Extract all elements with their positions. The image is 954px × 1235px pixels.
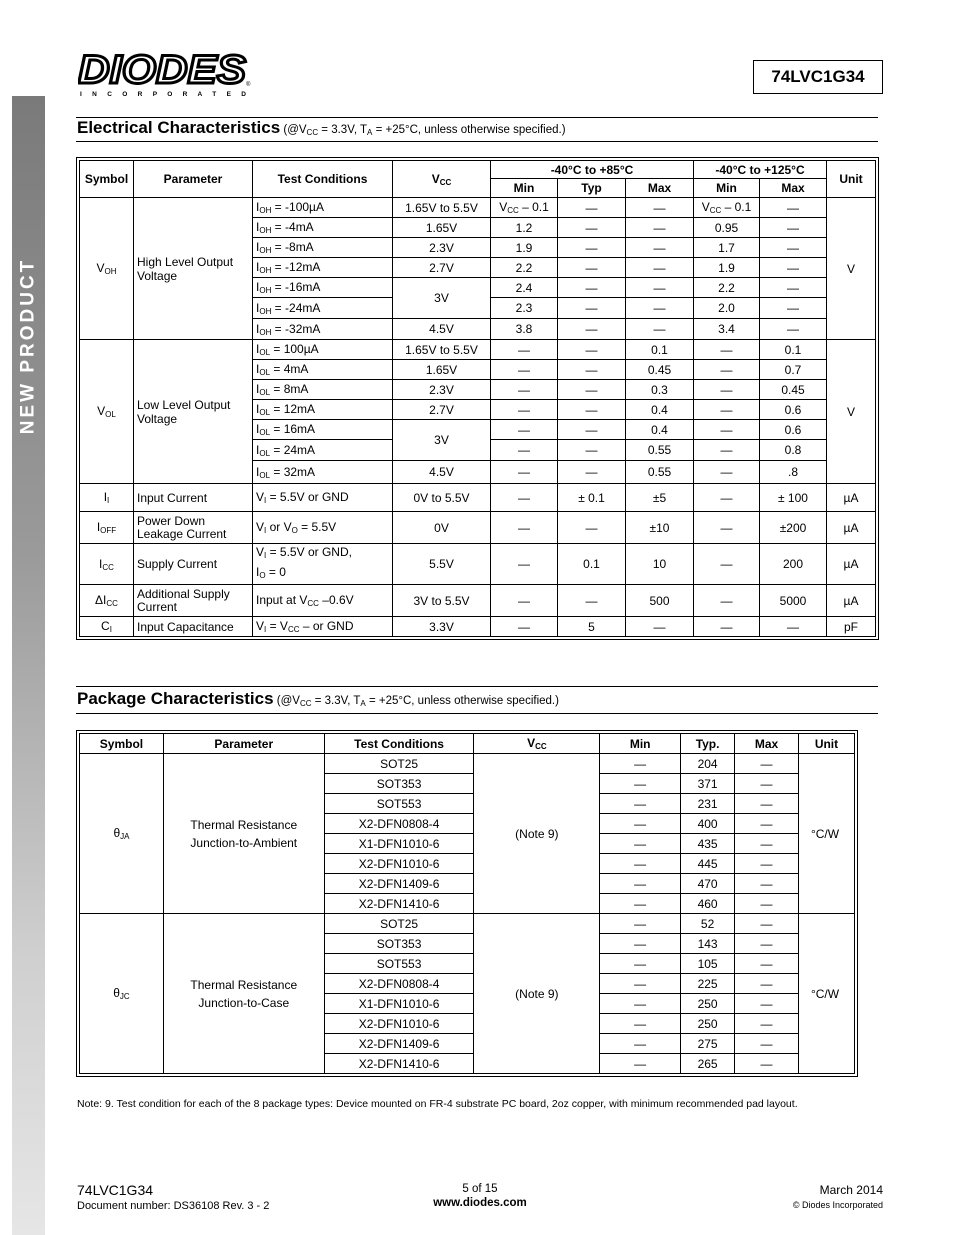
vcc-cell: 3V [393,420,491,461]
col-max2: Max [760,179,827,198]
max-cell: — [626,218,694,238]
typ-cell: ± 0.1 [558,484,626,512]
typ-cell: — [558,360,626,380]
footer-right [793,1183,883,1210]
min-cell: $V_{CC} - 0.1$ [491,198,558,218]
footnote: Note: 9. Test condition for each of the 8 package types: Device mounted on FR-4 substrate PC board, 2oz copper, with minimum recommended pad layout. [77,1098,798,1110]
max2-cell: — [760,238,827,258]
symbol-cell: $I_{CC}$ [80,544,134,585]
typ-cell: 445 [681,854,735,874]
condition-cell: $I_{OL} = 24mA$ [253,440,393,461]
condition-cell: $V_I = V_{CC}$ – or GND [253,617,393,637]
min2-cell: — [694,544,760,585]
typ-cell: — [558,198,626,218]
sidebar-label: NEW PRODUCT [17,257,39,435]
min-cell: — [600,754,681,774]
vcc-cell: 5.5V [393,544,491,585]
typ-cell: 400 [681,814,735,834]
symbol-cell: $\theta_{JC}$ [80,914,164,1074]
electrical-characteristics-table [79,160,876,637]
typ-cell: — [558,585,626,617]
condition-cell: $I_{OH} = -24mA$ [253,298,393,319]
typ-cell: 143 [681,934,735,954]
max-cell: 0.3 [626,380,694,400]
max-cell: ±5 [626,484,694,512]
condition-cell: $V_I = 5.5V$ or GND [253,484,393,512]
col-typ: Typ [558,179,626,198]
condition-cell: $I_{OL} = 12mA$ [253,400,393,420]
min2-cell: 1.7 [694,238,760,258]
package-cell: X2-DFN1410-6 [324,894,474,914]
package-cell: SOT25 [324,914,474,934]
diodes-logo [78,50,253,100]
max2-cell: — [760,258,827,278]
min2-cell: — [694,512,760,544]
min-cell: — [491,440,558,461]
table-row [80,585,876,617]
package-cell: X2-DFN0808-4 [324,974,474,994]
vcc-cell: 1.65V to 5.5V [393,340,491,360]
typ-cell: 52 [681,914,735,934]
min-cell: — [600,954,681,974]
max2-cell: 0.7 [760,360,827,380]
package-cell: SOT553 [324,794,474,814]
col-unit: Unit [827,161,876,198]
package-cell: X2-DFN0808-4 [324,814,474,834]
unit-cell: µA [827,544,876,585]
typ-cell: 460 [681,894,735,914]
min2-cell: 0.95 [694,218,760,238]
min-cell: — [491,461,558,484]
package-cell: X2-DFN1410-6 [324,1054,474,1074]
svg-text:DIODES: DIODES [78,50,247,92]
table-row [80,617,876,637]
symbol-cell: $V_{OL}$ [80,340,134,484]
unit-cell: µA [827,585,876,617]
vcc-cell: 1.65V [393,218,491,238]
col-test-conditions: Test Conditions [324,734,474,754]
max-cell: 0.4 [626,400,694,420]
table-row [80,544,876,585]
min-cell: — [600,834,681,854]
min-cell: — [600,1014,681,1034]
max-cell: — [735,1014,799,1034]
svg-text:®: ® [246,82,251,88]
condition-cell: $V_I$ or $V_O = 5.5V$ [253,512,393,544]
min2-cell: 3.4 [694,319,760,340]
unit-cell: pF [827,617,876,637]
typ-cell: — [558,319,626,340]
max2-cell: 0.1 [760,340,827,360]
typ-cell: 231 [681,794,735,814]
table-row [80,198,876,218]
vol-rows [80,340,876,484]
max2-cell: 5000 [760,585,827,617]
unit-cell: µA [827,484,876,512]
max-cell: — [735,1054,799,1074]
col-min2: Min [694,179,760,198]
typ-cell: — [558,238,626,258]
typ-cell: — [558,440,626,461]
min-cell: 2.4 [491,278,558,298]
max2-cell: ± 100 [760,484,827,512]
min-cell: — [491,420,558,440]
parameter-cell: Power Down Leakage Current [134,512,253,544]
footer-part-number: 74LVC1G34 [77,1182,154,1198]
max-cell: — [626,617,694,637]
min2-cell: — [694,585,760,617]
min-cell: — [491,585,558,617]
typ-cell: 265 [681,1054,735,1074]
min2-cell: — [694,617,760,637]
parameter-cell: Thermal Resistance Junction-to-Ambient [163,754,324,914]
col-unit: Unit [798,734,854,754]
max2-cell: — [760,198,827,218]
col-range-125: -40°C to +125°C [694,161,827,179]
sidebar-band [12,96,45,1235]
vcc-cell: 1.65V [393,360,491,380]
vcc-cell: 0V to 5.5V [393,484,491,512]
min-cell: — [491,512,558,544]
min2-cell: — [694,440,760,461]
max-cell: — [626,298,694,319]
condition-cell: $I_{OL} = 4mA$ [253,360,393,380]
min-cell: — [600,894,681,914]
max-cell: ±10 [626,512,694,544]
min2-cell: — [694,400,760,420]
min-cell: — [491,380,558,400]
condition-cell: $I_{OH} = -4mA$ [253,218,393,238]
section-title: Package Characteristics [77,689,274,708]
max2-cell: — [760,298,827,319]
col-test-conditions: Test Conditions [253,161,393,198]
section-title: Electrical Characteristics [77,118,281,137]
typ-cell: 105 [681,954,735,974]
symbol-cell: $V_{OH}$ [80,198,134,340]
max-cell: — [735,774,799,794]
package-cell: SOT25 [324,754,474,774]
max-cell: 0.55 [626,440,694,461]
col-vcc: $V_{CC}$ [474,734,600,754]
col-max: Max [735,734,799,754]
typ-cell: — [558,512,626,544]
parameter-cell: High Level Output Voltage [134,198,253,340]
max-cell: — [735,754,799,774]
max-cell: — [735,934,799,954]
col-vcc: $V_{CC}$ [393,161,491,198]
max-cell: 0.1 [626,340,694,360]
condition-cell: $I_{OH} = -12mA$ [253,258,393,278]
typ-cell: — [558,278,626,298]
symbol-cell: $\theta_{JA}$ [80,754,164,914]
vcc-cell: 2.7V [393,400,491,420]
min-cell: — [600,914,681,934]
max-cell: — [735,834,799,854]
vcc-cell: 3V [393,278,491,319]
max-cell: 10 [626,544,694,585]
min-cell: — [600,1034,681,1054]
condition-cell: $I_{OH} = -32mA$ [253,319,393,340]
symbol-cell: $I_{OFF}$ [80,512,134,544]
col-parameter: Parameter [163,734,324,754]
max-cell: — [626,278,694,298]
unit-cell: °C/W [798,754,854,914]
max-cell: — [626,258,694,278]
unit-cell: °C/W [798,914,854,1074]
typ-cell: — [558,400,626,420]
condition-cell: $I_{OL} = 8mA$ [253,380,393,400]
min-cell: — [600,874,681,894]
svg-text:I N C O R P O R A T E D: I N C O R P O R A T E D [80,91,246,98]
package-characteristics-heading [76,686,878,714]
max2-cell: 200 [760,544,827,585]
typ-cell: — [558,340,626,360]
max-cell: — [626,238,694,258]
voh-rows [80,198,876,340]
typ-cell: 435 [681,834,735,854]
col-min: Min [600,734,681,754]
typ-cell: 0.1 [558,544,626,585]
typ-cell: 250 [681,994,735,1014]
max-cell: — [626,319,694,340]
max2-cell: — [760,319,827,340]
max2-cell: 0.8 [760,440,827,461]
footer-date: March 2014 [819,1183,883,1197]
typ-cell: — [558,298,626,319]
min-cell: 2.3 [491,298,558,319]
vcc-cell: 2.3V [393,380,491,400]
col-typ: Typ. [681,734,735,754]
min-cell: — [600,794,681,814]
footer-copyright: © Diodes Incorporated [792,1200,883,1210]
min-cell: 1.9 [491,238,558,258]
vcc-cell: 4.5V [393,461,491,484]
max-cell: 500 [626,585,694,617]
typ-cell: — [558,258,626,278]
typ-cell: 275 [681,1034,735,1054]
min2-cell: — [694,484,760,512]
max2-cell: 0.6 [760,400,827,420]
min-cell: 2.2 [491,258,558,278]
min-cell: — [600,974,681,994]
package-cell: X1-DFN1010-6 [324,834,474,854]
min-cell: — [491,544,558,585]
typ-cell: — [558,380,626,400]
typ-cell: 470 [681,874,735,894]
col-symbol: Symbol [80,734,164,754]
typ-cell: 5 [558,617,626,637]
max-cell: — [735,874,799,894]
max2-cell: 0.45 [760,380,827,400]
condition-cell: $I_{OL} = 16mA$ [253,420,393,440]
min-cell: — [600,994,681,1014]
symbol-cell: $I_I$ [80,484,134,512]
package-cell: X2-DFN1409-6 [324,1034,474,1054]
min-cell: — [491,360,558,380]
col-symbol: Symbol [80,161,134,198]
unit-cell: µA [827,512,876,544]
typ-cell: — [558,218,626,238]
min-cell: — [491,484,558,512]
typ-cell: — [558,420,626,440]
max2-cell: — [760,617,827,637]
vcc-cell: 1.65V to 5.5V [393,198,491,218]
max-cell: — [735,814,799,834]
table-row [80,484,876,512]
min-cell: — [600,854,681,874]
col-range-85: -40°C to +85°C [491,161,694,179]
table-row [80,914,855,934]
min2-cell: — [694,380,760,400]
symbol-cell: $C_I$ [80,617,134,637]
website-link[interactable]: www.diodes.com [433,1197,527,1209]
parameter-cell: Thermal Resistance Junction-to-Case [163,914,324,1074]
typ-cell: 225 [681,974,735,994]
table-row [80,512,876,544]
condition-cell: Input at $V_{CC}$ –0.6V [253,585,393,617]
max-cell: — [735,894,799,914]
max-cell: — [735,994,799,1014]
section-conditions: ($@V_{CC} = 3.3V$, $T_A = +25^\circ C$, unless otherwise specified.) [273,695,559,708]
package-cell: SOT553 [324,954,474,974]
footer-center [400,1183,560,1209]
min2-cell: — [694,360,760,380]
min2-cell: 2.2 [694,278,760,298]
min-cell: — [491,340,558,360]
package-cell: X1-DFN1010-6 [324,994,474,1014]
parameter-cell: Additional Supply Current [134,585,253,617]
max-cell: 0.55 [626,461,694,484]
footer-document-number: Document number: DS36108 Rev. 3 - 2 [77,1200,270,1212]
min2-cell: 2.0 [694,298,760,319]
unit-cell: V [827,340,876,484]
min2-cell: — [694,340,760,360]
package-cell: SOT353 [324,774,474,794]
max-cell: — [735,954,799,974]
vcc-cell: 3V to 5.5V [393,585,491,617]
package-rows [80,754,855,1074]
condition-cell: $I_{OH} = -100\mu A$ [253,198,393,218]
table-row [80,754,855,774]
condition-cell: $V_I = 5.5V$ or GND, $I_O = 0$ [253,544,393,585]
max-cell: — [735,914,799,934]
package-cell: X2-DFN1409-6 [324,874,474,894]
max-cell: — [626,198,694,218]
min-cell: — [600,934,681,954]
min-cell: — [491,617,558,637]
vcc-cell: 2.7V [393,258,491,278]
max-cell: 0.45 [626,360,694,380]
table-row [80,340,876,360]
vcc-cell: 4.5V [393,319,491,340]
min-cell: 1.2 [491,218,558,238]
parameter-cell: Supply Current [134,544,253,585]
vcc-cell: (Note 9) [474,754,600,914]
unit-cell: V [827,198,876,340]
condition-cell: $I_{OL} = 100\mu A$ [253,340,393,360]
max-cell: — [735,974,799,994]
max2-cell: — [760,218,827,238]
min2-cell: — [694,461,760,484]
page-number: 5 of 15 [462,1183,498,1195]
min2-cell: 1.9 [694,258,760,278]
max-cell: — [735,1034,799,1054]
vcc-cell: (Note 9) [474,914,600,1074]
typ-cell: 250 [681,1014,735,1034]
col-parameter: Parameter [134,161,253,198]
min-cell: — [600,814,681,834]
max-cell: — [735,794,799,814]
min-cell: 3.8 [491,319,558,340]
parameter-cell: Low Level Output Voltage [134,340,253,484]
package-cell: X2-DFN1010-6 [324,854,474,874]
vcc-cell: 3.3V [393,617,491,637]
symbol-cell: $\Delta I_{CC}$ [80,585,134,617]
condition-cell: $I_{OH} = -8mA$ [253,238,393,258]
max2-cell: — [760,278,827,298]
vcc-cell: 2.3V [393,238,491,258]
package-cell: SOT353 [324,934,474,954]
section-conditions: ($@V_{CC} = 3.3V$, $T_A = +25^\circ C$, unless otherwise specified.) [280,124,566,137]
max2-cell: 0.6 [760,420,827,440]
typ-cell: 371 [681,774,735,794]
max2-cell: .8 [760,461,827,484]
parameter-cell: Input Capacitance [134,617,253,637]
max-cell: — [735,854,799,874]
parameter-cell: Input Current [134,484,253,512]
min2-cell: — [694,420,760,440]
min-cell: — [600,774,681,794]
col-min: Min [491,179,558,198]
typ-cell: 204 [681,754,735,774]
max-cell: 0.4 [626,420,694,440]
min-cell: — [491,400,558,420]
electrical-characteristics-heading [76,117,878,142]
max2-cell: ±200 [760,512,827,544]
col-max: Max [626,179,694,198]
condition-cell: $I_{OH} = -16mA$ [253,278,393,298]
part-number-box: 74LVC1G34 [753,60,883,94]
min2-cell: $V_{CC} - 0.1$ [694,198,760,218]
package-characteristics-table [79,733,855,1074]
min-cell: — [600,1054,681,1074]
condition-cell: $I_{OL} = 32mA$ [253,461,393,484]
footer-left [77,1182,269,1212]
package-cell: X2-DFN1010-6 [324,1014,474,1034]
vcc-cell: 0V [393,512,491,544]
typ-cell: — [558,461,626,484]
